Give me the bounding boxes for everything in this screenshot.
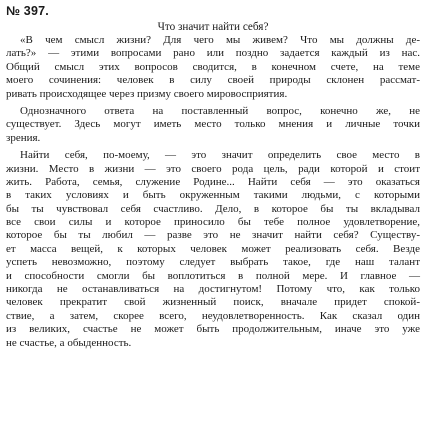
text-line: успеть невозможно, поэтому следует выбрать такое, где наш талант	[6, 256, 420, 269]
text-line: из великих, счастье не может быть продолжительным, иначе это уже	[6, 323, 420, 336]
essay-paragraph	[6, 34, 420, 101]
essay-title: Что значит найти себя?	[157, 21, 269, 33]
text-line: никогда не останавливаться на достигнутом! Потому что, как только	[6, 283, 420, 296]
text-line: не счастье, а обыденность.	[6, 336, 132, 349]
text-line: в таких условиях и быть окруженным такими людьми, с которыми	[6, 189, 420, 202]
text-line: все свои силы и которое приносило бы тебе полное удовлетворение,	[6, 216, 420, 229]
text-line: Найти себя, по-моему, — это значит определить свое место в	[20, 149, 420, 162]
text-line: жизни. Место в жизни — это своего рода цель, ради которой и стоит	[6, 162, 420, 175]
text-line: существует. Здесь могут иметь место только мнения и личные точки	[6, 118, 420, 131]
text-line: и способности смогли бы воплотиться в полной мере. И главное —	[6, 269, 420, 282]
text-line: Общий смысл этих вопросов сводится, в конечном счете, на теме	[6, 60, 420, 73]
text-line: которое бы ты любил — разве это не значит найти себя? Существу-	[6, 229, 420, 242]
text-line: жить. Работа, семья, служение Родине... Найти себя — это оказаться	[6, 175, 420, 188]
exercise-number: № 397.	[6, 4, 49, 18]
text-line: ривать происходящее через призму своего мировосприятия.	[6, 87, 288, 100]
text-line: «В чем смысл жизни? Для чего мы живем? Что мы должны де-	[20, 34, 420, 46]
text-line: человек прекратит свой жизненный поиск, вначале придет спокой-	[6, 296, 420, 309]
essay-paragraph	[6, 149, 420, 350]
text-line: Однозначного ответа на поставленный вопрос, конечно же, не	[20, 104, 420, 117]
text-line: ствие, а затем, скорее всего, неудовлетворенность. Как сказал один	[6, 309, 420, 322]
text-line: ет масса вещей, к которых человек может реализовать себя. Везде	[6, 242, 420, 255]
essay-body	[6, 34, 420, 350]
essay-paragraph	[6, 105, 420, 145]
text-line: лать?» — этими вопросами рано или поздно задается каждый из нас.	[6, 47, 420, 60]
text-line: зрения.	[6, 131, 41, 144]
text-line: бы ты чувствовал себя счастливо. Дело, в которое бы ты вкладывал	[6, 202, 420, 215]
text-line: моего сочинения: человек в силу своей природы склонен рассмат-	[6, 74, 420, 87]
